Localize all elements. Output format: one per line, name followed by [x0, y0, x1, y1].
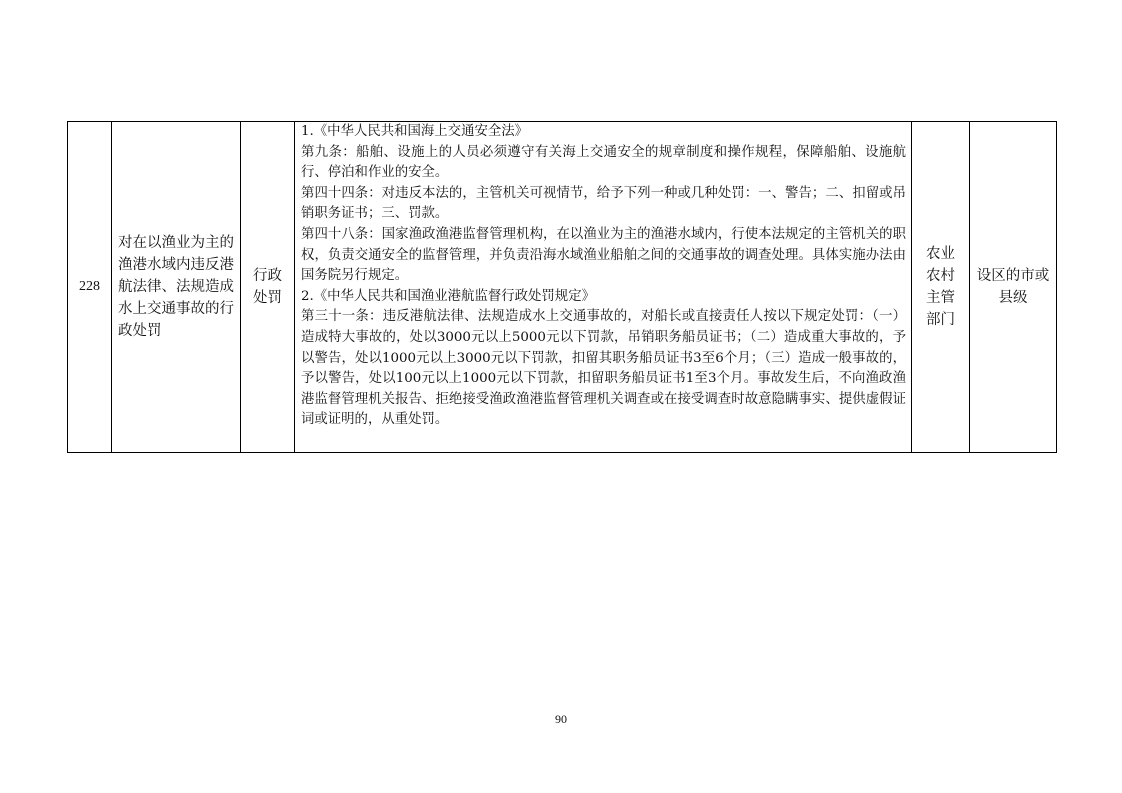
table-row — [68, 122, 1057, 453]
responsible-department-text: 农业农村主管部门 — [926, 246, 955, 328]
implementation-level — [970, 122, 1057, 453]
responsible-department — [912, 122, 970, 453]
item-number: 228 — [68, 122, 112, 453]
basis-article-9: 第九条：船舶、设施上的人员必须遵守有关海上交通安全的规章制度和操作规程，保障船舶、设施航行、停泊和作业的安全。 — [301, 144, 906, 181]
basis-law-2-title: 2.《中华人民共和国渔业港航监督行政处罚规定》 — [301, 288, 595, 304]
item-name-text: 对在以渔业为主的渔港水域内违反港航法律、法规造成水上交通事故的行政处罚 — [118, 235, 234, 339]
page-number: 90 — [555, 712, 567, 726]
basis-article-48: 第四十八条：国家渔政渔港监督管理机构，在以渔业为主的渔港水域内，行使本法规定的主管机关的职权，负责交通安全的监督管理，并负责沿海水域渔业船舶之间的交通事故的调查处理。具体实施办法由国务院另行规定。 — [301, 226, 906, 284]
item-type-text: 行政处罚 — [253, 268, 282, 306]
item-name — [112, 122, 241, 453]
basis-article-31: 第三十一条：违反港航法律、法规造成水上交通事故的，对船长或直接责任人按以下规定处罚：（一）造成特大事故的，处以3000元以上5000元以下罚款，吊销职务船员证书；（二）造成重大事故的，予以警告，处以1000元以上3000元以下罚款，扣留其职务船员证书3至6个月；（三）造成一般事故的，予以警告，处以100元以上1000元以下罚款，扣留职务船员证书1至3个月。事故发生后，不向渔政渔港监督管理机关报告、拒绝接受渔政渔港监督管理机关调查或在接受调查时故意隐瞒事实、提供虚假证词或证明的，从重处罚。 — [301, 309, 906, 428]
item-type — [241, 122, 295, 453]
implementation-level-text: 设区的市或县级 — [976, 268, 1050, 306]
basis-article-44: 第四十四条：对违反本法的，主管机关可视情节，给予下列一种或几种处罚：一、警告；二、扣留或吊销职务证书；三、罚款。 — [301, 185, 906, 222]
legal-basis — [295, 122, 912, 453]
authority-table — [67, 121, 1057, 453]
basis-law-1-title: 1.《中华人民共和国海上交通安全法》 — [301, 124, 529, 139]
